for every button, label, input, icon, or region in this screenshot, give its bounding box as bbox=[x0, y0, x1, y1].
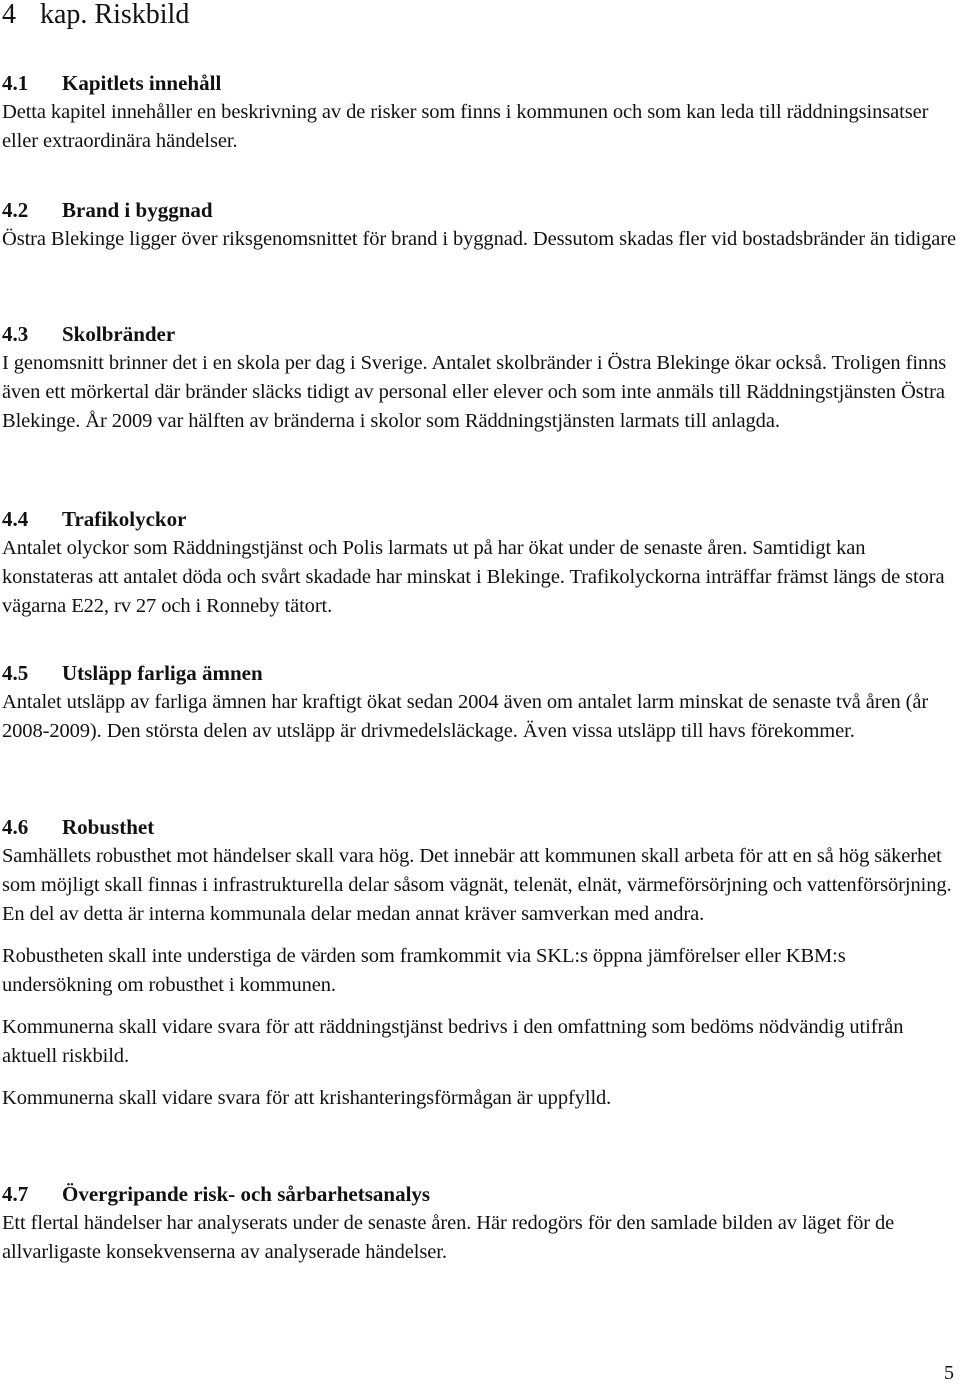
paragraph: Robustheten skall inte understiga de värden som framkommit via SKL:s öppna jämförelser eller KBM:s undersökning om robusthet i kommunen. bbox=[2, 945, 846, 996]
section-number: 4.3 bbox=[2, 322, 29, 346]
section-number: 4.1 bbox=[2, 71, 29, 95]
paragraph: Antalet utsläpp av farliga ämnen har kraftigt ökat sedan 2004 även om antalet larm minskat de senaste två åren (år 2008-2009). Den största delen av utsläpp är drivmedelsläckage. Även vissa utsläpp till havs förekommer. bbox=[2, 691, 929, 742]
section-4-5 bbox=[2, 659, 957, 746]
section-number: 4.4 bbox=[2, 507, 29, 531]
section-number: 4.5 bbox=[2, 661, 29, 685]
section-title: Skolbränder bbox=[62, 322, 176, 346]
paragraph: Ett flertal händelser har analyserats under de senaste åren. Här redogörs för den samlade bilden av läget för de allvarligaste konsekvenserna av analyserade händelser. bbox=[2, 1212, 895, 1263]
section-4-3 bbox=[2, 320, 957, 436]
page-number: 5 bbox=[944, 1362, 954, 1384]
section-heading bbox=[2, 69, 957, 98]
chapter-title bbox=[2, 0, 189, 30]
section-number: 4.6 bbox=[2, 815, 29, 839]
section-4-7 bbox=[2, 1180, 957, 1267]
paragraph: I genomsnitt brinner det i en skola per dag i Sverige. Antalet skolbränder i Östra Blekinge ökar också. Troligen finns även ett mörkertal där bränder släcks tidigt av personal eller elever och som inte anmäls till Räddningstjänsten Östra Blekinge. År 2009 var hälften av bränderna i skolor som Räddningstjänsten larmats till anlagda. bbox=[2, 352, 947, 432]
section-number: 4.7 bbox=[2, 1182, 29, 1206]
section-title: Utsläpp farliga ämnen bbox=[62, 661, 263, 685]
section-title: Kapitlets innehåll bbox=[62, 71, 222, 95]
section-heading bbox=[2, 813, 957, 842]
section-4-1 bbox=[2, 69, 957, 156]
chapter-number: 4 bbox=[2, 0, 16, 30]
section-heading bbox=[2, 659, 957, 688]
section-title: Trafikolyckor bbox=[62, 507, 187, 531]
section-title: Övergripande risk- och sårbarhetsanalys bbox=[62, 1182, 431, 1206]
section-title: Brand i byggnad bbox=[62, 198, 213, 222]
section-heading bbox=[2, 196, 957, 225]
section-heading bbox=[2, 1180, 957, 1209]
paragraph: Östra Blekinge ligger över riksgenomsnittet för brand i byggnad. Dessutom skadas fler vid bostadsbränder än tidigare bbox=[2, 228, 956, 250]
chapter-title-text: kap. Riskbild bbox=[40, 0, 190, 30]
section-4-6 bbox=[2, 813, 957, 1113]
section-title: Robusthet bbox=[62, 815, 155, 839]
section-4-4 bbox=[2, 505, 957, 621]
section-4-2 bbox=[2, 196, 957, 254]
section-number: 4.2 bbox=[2, 198, 29, 222]
section-heading bbox=[2, 505, 957, 534]
paragraph: Samhällets robusthet mot händelser skall vara hög. Det innebär att kommunen skall arbeta för att en så hög säkerhet som möjligt skall finnas i infrastrukturella delar såsom vägnät, telenät, elnät, värmeförsörjning och vattenförsörjning. En del av detta är interna kommunala delar medan annat kräver samverkan med andra. bbox=[2, 845, 952, 925]
paragraph: Kommunerna skall vidare svara för att räddningstjänst bedrivs i den omfattning som bedöms nödvändig utifrån aktuell riskbild. bbox=[2, 1016, 904, 1067]
paragraph: Detta kapitel innehåller en beskrivning av de risker som finns i kommunen och som kan leda till räddningsinsatser eller extraordinära händelser. bbox=[2, 101, 929, 152]
paragraph: Antalet olyckor som Räddningstjänst och Polis larmats ut på har ökat under de senaste åren. Samtidigt kan konstateras att antalet döda och svårt skadade har minskat i Blekinge. Trafikolyckorna inträffar främst längs de stora vägarna E22, rv 27 och i Ronneby tätort. bbox=[2, 537, 945, 617]
section-heading bbox=[2, 320, 957, 349]
paragraph: Kommunerna skall vidare svara för att krishanteringsförmågan är uppfylld. bbox=[2, 1087, 612, 1109]
